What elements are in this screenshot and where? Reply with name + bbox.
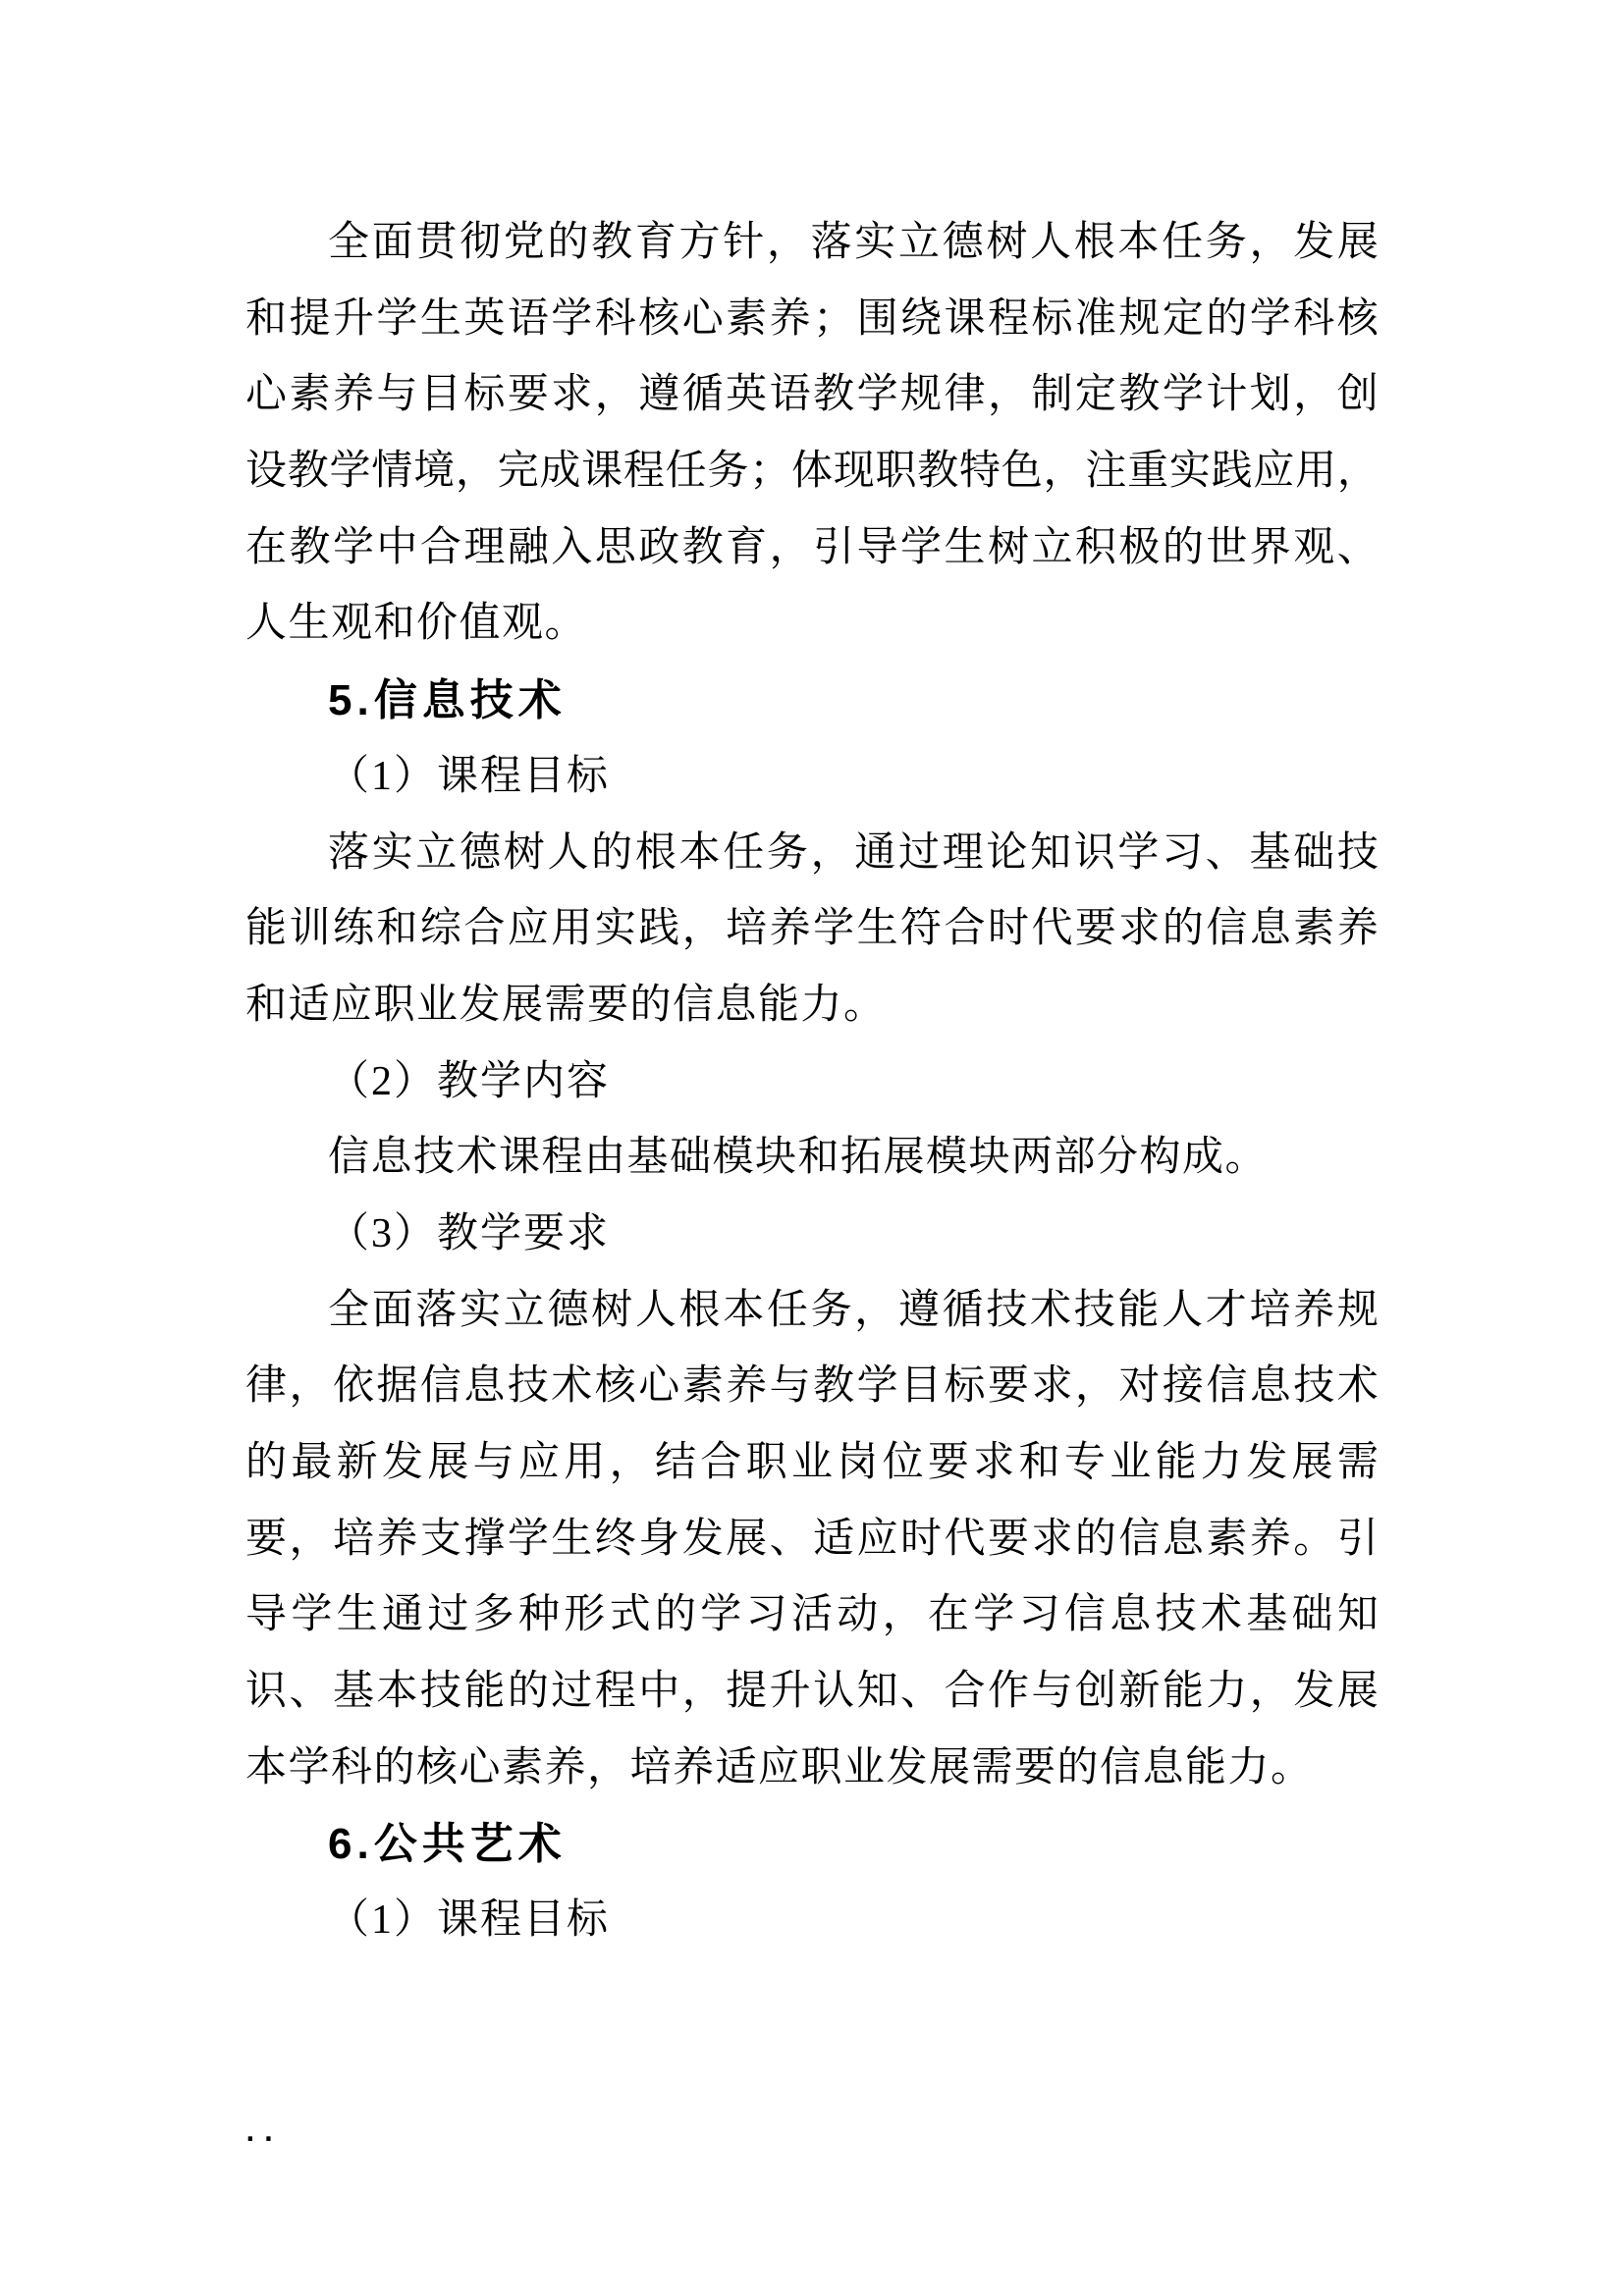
heading-line: 5.信息技术 [328, 676, 567, 725]
text-line: 设 教 学 情 境 ， 完 成 课 程 任 务 ； 体 现 职 教 特 色 ， 注 重 实 践 应 用 ， [245, 449, 1379, 495]
text-line: 全 面 落 实 立 德 树 人 根 本 任 务 ， 遵 循 技 术 技 能 人 才 培 养 规 [328, 1287, 1379, 1333]
subheading-line: （1）课程目标 [328, 1897, 611, 1944]
text-line: 人生观和价值观。 [245, 601, 588, 647]
document-body [245, 205, 1379, 1959]
text-line: 落 实 立 德 树 人 的 根 本 任 务 ， 通 过 理 论 知 识 学 习 、 基 础 技 [328, 829, 1379, 876]
text-line: 心 素 养 与 目 标 要 求 ， 遵 循 英 语 教 学 规 律 ， 制 定 教 学 计 划 ， 创 [245, 372, 1379, 418]
subheading-line: （3）教学要求 [328, 1210, 611, 1256]
text-line: 全 面 贯 彻 党 的 教 育 方 针 ， 落 实 立 德 树 人 根 本 任 务 ， 发 展 [328, 220, 1379, 265]
text-line: 能 训 练 和 综 合 应 用 实 践 ， 培 养 学 生 符 合 时 代 要 求 的 信 息 素 养 [245, 906, 1379, 952]
footnote-mark: .. [243, 2118, 280, 2148]
text-line: 律 ， 依 据 信 息 技 术 核 心 素 养 与 教 学 目 标 要 求 ， 对 接 信 息 技 术 [245, 1363, 1379, 1410]
subheading-line: （2）教学内容 [328, 1058, 611, 1104]
text-line: 在 教 学 中 合 理 融 入 思 政 教 育 ， 引 导 学 生 树 立 积 极 的 世 界 观 、 [245, 524, 1379, 570]
text-line: 的 最 新 发 展 与 应 用 ， 结 合 职 业 岗 位 要 求 和 专 业 能 力 发 展 需 [245, 1440, 1379, 1485]
heading-line: 6.公共艺术 [328, 1820, 567, 1869]
text-line: 和 提 升 学 生 英 语 学 科 核 心 素 养 ； 围 绕 课 程 标 准 规 定 的 学 科 核 [245, 295, 1379, 342]
text-line: 识 、 基 本 技 能 的 过 程 中 ， 提 升 认 知 、 合 作 与 创 新 能 力 ， 发 展 [245, 1669, 1379, 1715]
text-line: 要 ， 培 养 支 撑 学 生 终 身 发 展 、 适 应 时 代 要 求 的 信 息 素 养 。 引 [245, 1516, 1379, 1562]
text-line: 和适应职业发展需要的信息能力。 [245, 982, 887, 1028]
text-line: 信息技术课程由基础模块和拓展模块两部分构成。 [328, 1135, 1269, 1181]
text-line: 本学科的核心素养，培养适应职业发展需要的信息能力。 [245, 1744, 1314, 1790]
text-line: 导 学 生 通 过 多 种 形 式 的 学 习 活 动 ， 在 学 习 信 息 技 术 基 础 知 [245, 1592, 1379, 1638]
subheading-line: （1）课程目标 [328, 753, 611, 799]
